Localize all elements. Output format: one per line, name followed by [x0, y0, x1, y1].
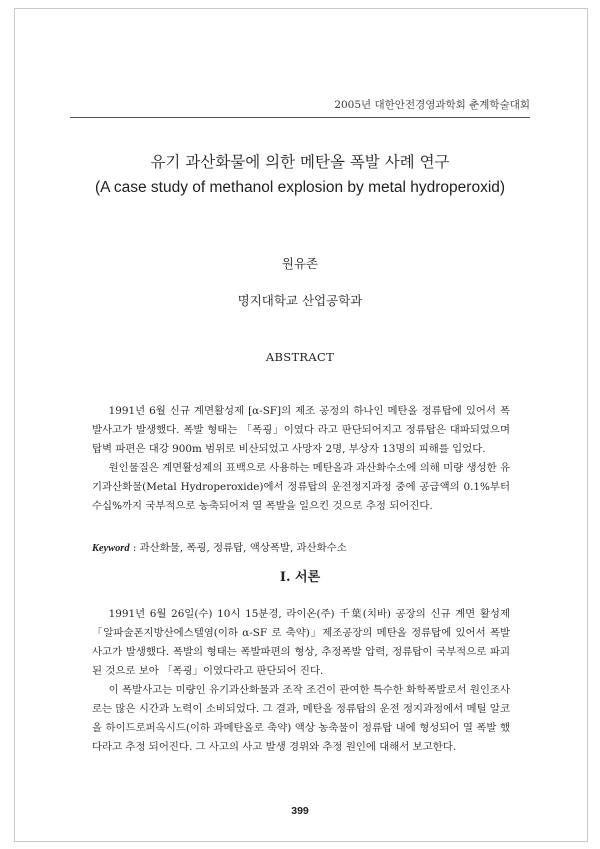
paper-title [70, 150, 530, 200]
keyword-label: Keyword [92, 543, 130, 554]
abstract-body [92, 402, 510, 516]
page-number: 399 [291, 805, 309, 817]
abstract-paragraph-1: 1991년 6월 신규 계면활성제 [α-SF]의 제조 공정의 하나인 메탄올 정류탑에 있어서 폭발사고가 발생했다. 폭발 형태는 「폭굉」이였다 라고 판단되어지고 정류탑은 대파되었으며 탑벽 파편은 대강 900m 범위로 비산되었고 사망자 2명, 부상자 13명의 피해를 입었다. [92, 405, 510, 455]
keyword-list: : 과산화물, 폭굉, 정류탑, 액상폭발, 과산화수소 [129, 542, 347, 554]
author-name: 원유존 [281, 256, 319, 271]
section-heading-introduction: I. 서론 [279, 570, 321, 585]
abstract-paragraph-2: 원인물질은 계면활성제의 표백으로 사용하는 메탄올과 과산화수소에 의해 미량 생성한 유기과산화물(Metal Hydroperoxide)에서 정류탑의 운전정지과정 중에 공급액의 0.1%부터 수십%까지 국부적으로 농축되어져 열 폭발을 일으킨 것으로 추정 되어진다. [92, 462, 510, 512]
introduction-paragraph-1: 1991년 6월 26일(수) 10시 15분경, 라이온(주) 千葉(치바) 공장의 신규 계면 활성제 「알파술폰지방산에스텔염(이하 α-SF 로 축약)」제조공장의 메탄올 정류탑에 있어서 폭발사고가 발생했다. 폭발의 형태는 폭발파편의 형상, 추정폭발 압력, 정류탑이 국부적으로 파괴 된 것으로 보아 「폭굉」이였다라고 판단되어 진다. [92, 608, 510, 677]
introduction-paragraph-2: 이 폭발사고는 미량인 유기과산화물과 조작 조건이 관여한 특수한 화학폭발로서 원인조사로는 많은 시간과 노력이 소비되었다. 그 결과, 메탄올 정류탑의 운전 정지과정에서 메틸 알코올 하이드로퍼옥시드(이하 과메탄올로 축약) 액상 농축물이 정류탑 내에 형성되어 열 폭발 했다라고 추정 되어진다. 그 사고의 사고 발생 경위와 추정 원인에 대해서 보고한다. [92, 684, 510, 753]
title-korean: 유기 과산화물에 의한 메탄올 폭발 사례 연구 [150, 153, 450, 171]
keyword-line [92, 539, 510, 558]
author-affiliation: 명지대학교 산업공학과 [237, 293, 363, 308]
title-english: (A case study of methanol explosion by metal hydroperoxid) [94, 179, 506, 196]
header-rule [70, 117, 530, 118]
introduction-body [92, 605, 510, 757]
abstract-heading: ABSTRACT [265, 350, 335, 364]
conference-header: 2005년 대한안전경영과학회 춘계학술대회 [334, 99, 530, 111]
